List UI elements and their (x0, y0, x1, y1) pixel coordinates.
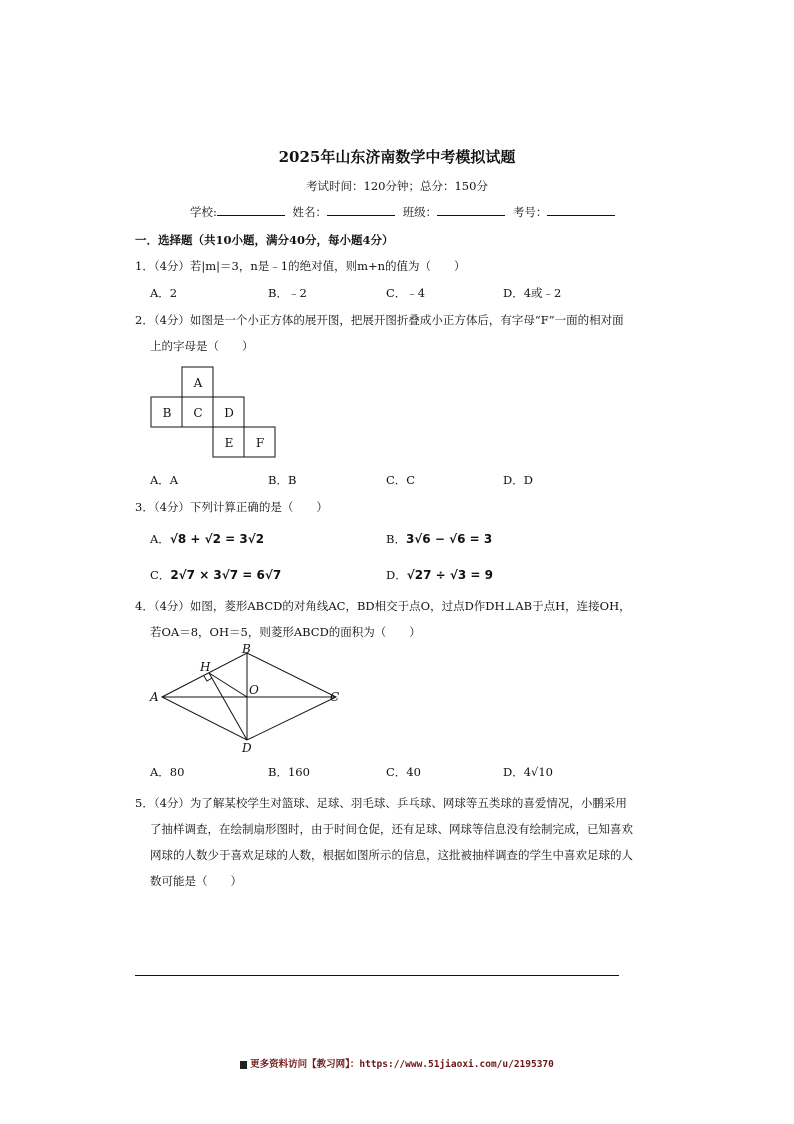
q1-option-d: D．4或﹣2 (503, 286, 562, 300)
segment-oh (209, 673, 247, 697)
q3-option-a (150, 531, 264, 547)
label-c: C (330, 690, 340, 704)
school-blank (217, 204, 285, 216)
q3-option-a-expr: √8 + √2 = 3√2 (169, 532, 265, 546)
net-face-f: F (255, 436, 265, 450)
net-face-d: D (224, 406, 234, 420)
q3-option-d (386, 567, 493, 583)
page-title: 2025年山东济南数学中考模拟试题 (278, 148, 516, 166)
net-face-c: C (193, 406, 203, 420)
flag-icon (240, 1061, 247, 1069)
q2-option-c: C．C (386, 473, 416, 487)
q3-option-b-label: B． (386, 532, 406, 546)
class-label: 班级： (402, 205, 438, 219)
label-h: H (200, 660, 211, 674)
q3-option-b-expr: 3√6 − √6 = 3 (405, 532, 493, 546)
label-b: B (242, 642, 251, 656)
class-blank (437, 204, 505, 216)
q1-option-c: C．﹣4 (386, 286, 426, 300)
question-1-stem: 1．（4分）若|m|＝3，n是﹣1的绝对值，则m+n的值为（ ） (135, 259, 466, 273)
q4-option-a: A．80 (150, 765, 185, 779)
footer-link[interactable] (0, 1056, 794, 1070)
question-5-line-3: 网球的人数少于喜欢足球的人数，根据如图所示的信息，这批被抽样调查的学生中喜欢足球的人 (150, 848, 633, 862)
q3-option-c-label: C． (150, 568, 171, 582)
q3-option-c (150, 567, 281, 583)
net-face-b: B (162, 406, 172, 420)
q1-option-b: B．﹣2 (268, 286, 307, 300)
question-5-line-1: 5．（4分）为了解某校学生对篮球、足球、羽毛球、乒乓球、网球等五类球的喜爱情况，小鹏采用 (135, 796, 627, 810)
rhombus-figure (148, 642, 348, 754)
question-5-line-2: 了抽样调查，在绘制扇形图时，由于时间仓促，还有足球、网球等信息没有绘制完成，已知喜欢 (150, 822, 633, 836)
exam-number-blank (547, 204, 615, 216)
footer-divider (135, 975, 619, 976)
q2-option-b: B．B (268, 473, 297, 487)
section-heading: 一．选择题（共10小题，满分40分，每小题4分） (135, 233, 394, 247)
net-face-e: E (224, 436, 234, 450)
question-2-stem-line-1: 2．（4分）如图是一个小正方体的展开图，把展开图折叠成小正方体后，有字母“F”一面的相对面 (135, 313, 624, 327)
q1-option-a: A．2 (150, 286, 178, 300)
q3-option-d-label: D． (386, 568, 407, 582)
q3-option-a-label: A． (150, 532, 170, 546)
question-5-line-4: 数可能是（ ） (150, 874, 242, 888)
student-info-row (190, 204, 619, 220)
name-blank (327, 204, 395, 216)
question-2-stem-line-2: 上的字母是（ ） (150, 339, 254, 353)
label-o: O (249, 683, 259, 697)
exam-number-label: 考号： (512, 205, 548, 219)
label-a: A (150, 690, 159, 704)
q3-option-c-expr: 2√7 × 3√7 = 6√7 (170, 568, 282, 582)
label-d: D (242, 741, 252, 754)
footer-text: 更多资料访问【教习网】：https://www.51jiaoxi.com/u/2195370 (250, 1059, 554, 1070)
q3-option-b (386, 531, 492, 547)
q4-option-d: D．4√10 (503, 765, 553, 779)
question-3-stem: 3．（4分）下列计算正确的是（ ） (135, 500, 328, 514)
school-label: 学校: (190, 205, 217, 219)
q4-option-b: B．160 (268, 765, 310, 779)
q4-option-c: C．40 (386, 765, 421, 779)
net-face-a: A (193, 376, 203, 390)
q3-option-d-expr: √27 ÷ √3 = 9 (406, 568, 493, 582)
cube-net-figure (150, 366, 280, 458)
question-4-stem-line-2: 若OA＝8，OH＝5，则菱形ABCD的面积为（ ） (150, 625, 421, 639)
q2-option-a: A．A (150, 473, 179, 487)
name-label: 姓名： (292, 205, 328, 219)
question-4-stem-line-1: 4．（4分）如图，菱形ABCD的对角线AC，BD相交于点O，过点D作DH⊥AB于点H，连接OH， (135, 599, 631, 613)
q2-option-d: D．D (503, 473, 533, 487)
exam-info: 考试时间：120分钟；总分：150分 (306, 179, 488, 193)
